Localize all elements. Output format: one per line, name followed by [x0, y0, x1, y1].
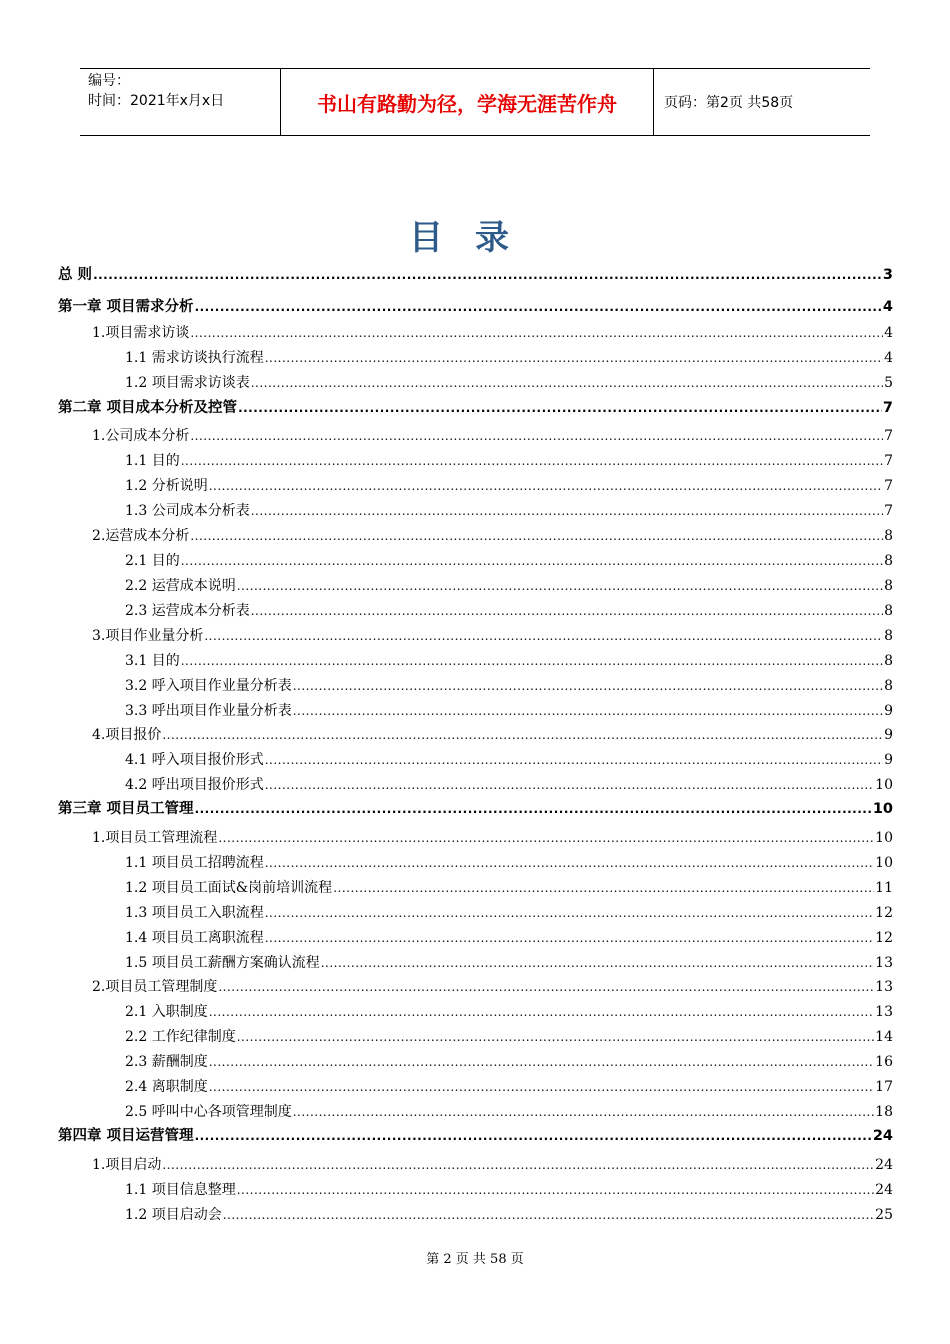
- toc-entry[interactable]: [58, 423, 893, 445]
- toc-entry-page: 16: [875, 1054, 893, 1070]
- toc-entry-page: 10: [875, 830, 893, 846]
- document-number-label: 编号：: [88, 73, 130, 89]
- toc-dot-leader: [265, 349, 883, 367]
- toc-entry[interactable]: [58, 395, 893, 417]
- toc-entry[interactable]: [58, 1202, 893, 1224]
- toc-entry[interactable]: [58, 900, 893, 922]
- toc-entry-label: 1.2 项目启动会: [125, 1207, 222, 1223]
- toc-entry-page: 10: [872, 801, 893, 817]
- toc-entry-page: 5: [884, 375, 893, 391]
- toc-entry-label: 4.1 呼入项目报价形式: [125, 752, 264, 768]
- toc-dot-leader: [190, 427, 883, 445]
- toc-entry-page: 17: [875, 1079, 893, 1095]
- toc-entry[interactable]: [58, 498, 893, 520]
- toc-entry-page: 8: [884, 628, 893, 644]
- toc-dot-leader: [321, 954, 874, 972]
- toc-entry-page: 12: [875, 905, 893, 921]
- toc-entry-page: 13: [875, 955, 893, 971]
- toc-dot-leader: [181, 452, 883, 470]
- toc-entry[interactable]: [58, 673, 893, 695]
- toc-entry[interactable]: [58, 1177, 893, 1199]
- page-header: [80, 68, 870, 136]
- toc-entry[interactable]: [58, 950, 893, 972]
- toc-dot-leader: [209, 1078, 874, 1096]
- toc-entry-label: 1.项目员工管理流程: [92, 830, 218, 846]
- toc-entry-label: 1.项目需求访谈: [92, 325, 190, 341]
- toc-entry-page: 25: [875, 1207, 893, 1223]
- toc-entry[interactable]: [58, 850, 893, 872]
- header-motto: 书山有路勤为径，学海无涯苦作舟: [280, 69, 654, 135]
- toc-entry-page: 8: [884, 528, 893, 544]
- toc-entry-label: 1.项目启动: [92, 1157, 162, 1173]
- toc-entry[interactable]: [58, 1152, 893, 1174]
- toc-dot-leader: [209, 477, 883, 495]
- toc-dot-leader: [195, 298, 882, 316]
- toc-dot-leader: [181, 652, 883, 670]
- toc-dot-leader: [209, 1053, 874, 1071]
- toc-dot-leader: [181, 552, 883, 570]
- toc-entry[interactable]: [58, 548, 893, 570]
- toc-dot-leader: [238, 399, 882, 417]
- toc-entry-label: 2.1 入职制度: [125, 1004, 208, 1020]
- page-footer: 第 2 页 共 58 页: [426, 1252, 524, 1267]
- toc-dot-leader: [265, 854, 874, 872]
- toc-entry-label: 4.2 呼出项目报价形式: [125, 777, 264, 793]
- toc-entry-page: 7: [884, 478, 893, 494]
- toc-dot-leader: [333, 879, 874, 897]
- toc-entry-label: 1.1 需求访谈执行流程: [125, 350, 264, 366]
- toc-entry-label: 1.1 目的: [125, 453, 180, 469]
- toc-entry-label: 3.1 目的: [125, 653, 180, 669]
- toc-entry-page: 3: [882, 267, 893, 283]
- toc-entry[interactable]: [58, 1099, 893, 1121]
- toc-entry-page: 24: [875, 1182, 893, 1198]
- toc-entry-page: 10: [875, 855, 893, 871]
- toc-dot-leader: [265, 776, 874, 794]
- toc-entry-label: 1.3 公司成本分析表: [125, 503, 250, 519]
- toc-entry-label: 第二章 项目成本分析及控管: [58, 400, 238, 416]
- toc-entry-label: 1.2 分析说明: [125, 478, 208, 494]
- toc-entry[interactable]: [58, 1074, 893, 1096]
- toc-entry-page: 24: [872, 1128, 893, 1144]
- toc-entry-page: 8: [884, 553, 893, 569]
- toc-entry[interactable]: [58, 875, 893, 897]
- toc-entry-label: 第四章 项目运营管理: [58, 1128, 194, 1144]
- toc-entry[interactable]: [58, 294, 893, 316]
- toc-entry-label: 2.4 离职制度: [125, 1079, 208, 1095]
- toc-title: 目录: [409, 218, 541, 258]
- toc-entry-page: 9: [884, 752, 893, 768]
- toc-dot-leader: [293, 1103, 874, 1121]
- toc-entry-label: 总 则: [58, 267, 93, 283]
- toc-dot-leader: [195, 1127, 872, 1145]
- toc-entry[interactable]: [58, 825, 893, 847]
- toc-entry-label: 第三章 项目员工管理: [58, 801, 194, 817]
- toc-entry-page: 8: [884, 678, 893, 694]
- toc-dot-leader: [265, 751, 883, 769]
- toc-dot-leader: [162, 1156, 874, 1174]
- toc-entry-page: 10: [875, 777, 893, 793]
- toc-entry[interactable]: [58, 598, 893, 620]
- toc-entry[interactable]: [58, 473, 893, 495]
- toc-entry-page: 7: [884, 503, 893, 519]
- toc-entry-page: 13: [875, 979, 893, 995]
- toc-dot-leader: [237, 577, 883, 595]
- toc-entry[interactable]: [58, 523, 893, 545]
- toc-entry-page: 4: [884, 350, 893, 366]
- toc-entry-label: 3.3 呼出项目作业量分析表: [125, 703, 292, 719]
- toc-entry[interactable]: [58, 370, 893, 392]
- toc-dot-leader: [251, 374, 883, 392]
- toc-entry-page: 11: [875, 880, 893, 896]
- toc-entry-label: 1.2 项目需求访谈表: [125, 375, 250, 391]
- toc-entry-label: 2.5 呼叫中心各项管理制度: [125, 1104, 292, 1120]
- toc-entry-label: 1.2 项目员工面试&岗前培训流程: [125, 880, 333, 896]
- toc-dot-leader: [190, 527, 883, 545]
- toc-entry[interactable]: [58, 925, 893, 947]
- toc-entry-page: 13: [875, 1004, 893, 1020]
- document-date: 时间：2021年x月x日: [88, 93, 225, 109]
- toc-entry[interactable]: [58, 623, 893, 645]
- toc-entry-page: 9: [884, 727, 893, 743]
- toc-dot-leader: [195, 800, 872, 818]
- toc-entry-label: 2.1 目的: [125, 553, 180, 569]
- toc-dot-leader: [265, 929, 874, 947]
- toc-entry-label: 2.2 工作纪律制度: [125, 1029, 236, 1045]
- toc-dot-leader: [209, 1003, 874, 1021]
- toc-entry-page: 8: [884, 578, 893, 594]
- toc-dot-leader: [237, 1181, 874, 1199]
- toc-dot-leader: [204, 627, 883, 645]
- toc-entry[interactable]: [58, 448, 893, 470]
- toc-entry-page: 24: [875, 1157, 893, 1173]
- toc-entry[interactable]: [58, 320, 893, 342]
- toc-dot-leader: [223, 1206, 874, 1224]
- toc-entry-label: 1.4 项目员工离职流程: [125, 930, 264, 946]
- toc-dot-leader: [251, 502, 883, 520]
- toc-dot-leader: [218, 829, 874, 847]
- toc-entry[interactable]: [58, 722, 893, 744]
- toc-entry-label: 1.5 项目员工薪酬方案确认流程: [125, 955, 320, 971]
- toc-entry-label: 2.3 运营成本分析表: [125, 603, 250, 619]
- toc-entry-label: 1.公司成本分析: [92, 428, 190, 444]
- toc-dot-leader: [265, 904, 874, 922]
- toc-dot-leader: [190, 324, 883, 342]
- toc-entry[interactable]: [58, 1024, 893, 1046]
- toc-entry-page: 4: [884, 325, 893, 341]
- toc-dot-leader: [218, 978, 874, 996]
- toc-entry-label: 1.1 项目员工招聘流程: [125, 855, 264, 871]
- toc-dot-leader: [293, 702, 883, 720]
- toc-entry[interactable]: [58, 772, 893, 794]
- toc-entry-label: 2.项目员工管理制度: [92, 979, 218, 995]
- toc-entry[interactable]: [58, 1123, 893, 1145]
- toc-entry-page: 8: [884, 603, 893, 619]
- toc-dot-leader: [162, 726, 883, 744]
- toc-entry-page: 9: [884, 703, 893, 719]
- toc-entry-label: 2.运营成本分析: [92, 528, 190, 544]
- toc-entry-page: 7: [882, 400, 893, 416]
- toc-entry-page: 7: [884, 428, 893, 444]
- toc-entry-page: 14: [875, 1029, 893, 1045]
- toc-entry[interactable]: [58, 747, 893, 769]
- toc-entry[interactable]: [58, 648, 893, 670]
- toc-entry-label: 1.3 项目员工入职流程: [125, 905, 264, 921]
- toc-entry[interactable]: [58, 796, 893, 818]
- toc-entry[interactable]: [58, 345, 893, 367]
- toc-entry-page: 18: [875, 1104, 893, 1120]
- toc-entry-label: 2.3 薪酬制度: [125, 1054, 208, 1070]
- toc-entry[interactable]: [58, 999, 893, 1021]
- toc-entry-page: 4: [882, 299, 893, 315]
- toc-entry-label: 3.2 呼入项目作业量分析表: [125, 678, 292, 694]
- toc-entry-page: 12: [875, 930, 893, 946]
- toc-entry-page: 7: [884, 453, 893, 469]
- toc-entry[interactable]: [58, 698, 893, 720]
- toc-entry-label: 4.项目报价: [92, 727, 162, 743]
- toc-entry[interactable]: [58, 974, 893, 996]
- toc-dot-leader: [251, 602, 883, 620]
- toc-entry[interactable]: [58, 1049, 893, 1071]
- toc-entry-label: 第一章 项目需求分析: [58, 299, 194, 315]
- toc-entry-label: 1.1 项目信息整理: [125, 1182, 236, 1198]
- toc-dot-leader: [293, 677, 883, 695]
- header-page-info: 页码：第2页 共58页: [664, 95, 794, 111]
- toc-dot-leader: [237, 1028, 874, 1046]
- toc-entry[interactable]: [58, 573, 893, 595]
- toc-dot-leader: [93, 266, 882, 284]
- toc-entry-label: 3.项目作业量分析: [92, 628, 204, 644]
- header-meta: [80, 69, 280, 135]
- toc-entry[interactable]: [58, 262, 893, 284]
- toc-entry-page: 8: [884, 653, 893, 669]
- toc-entry-label: 2.2 运营成本说明: [125, 578, 236, 594]
